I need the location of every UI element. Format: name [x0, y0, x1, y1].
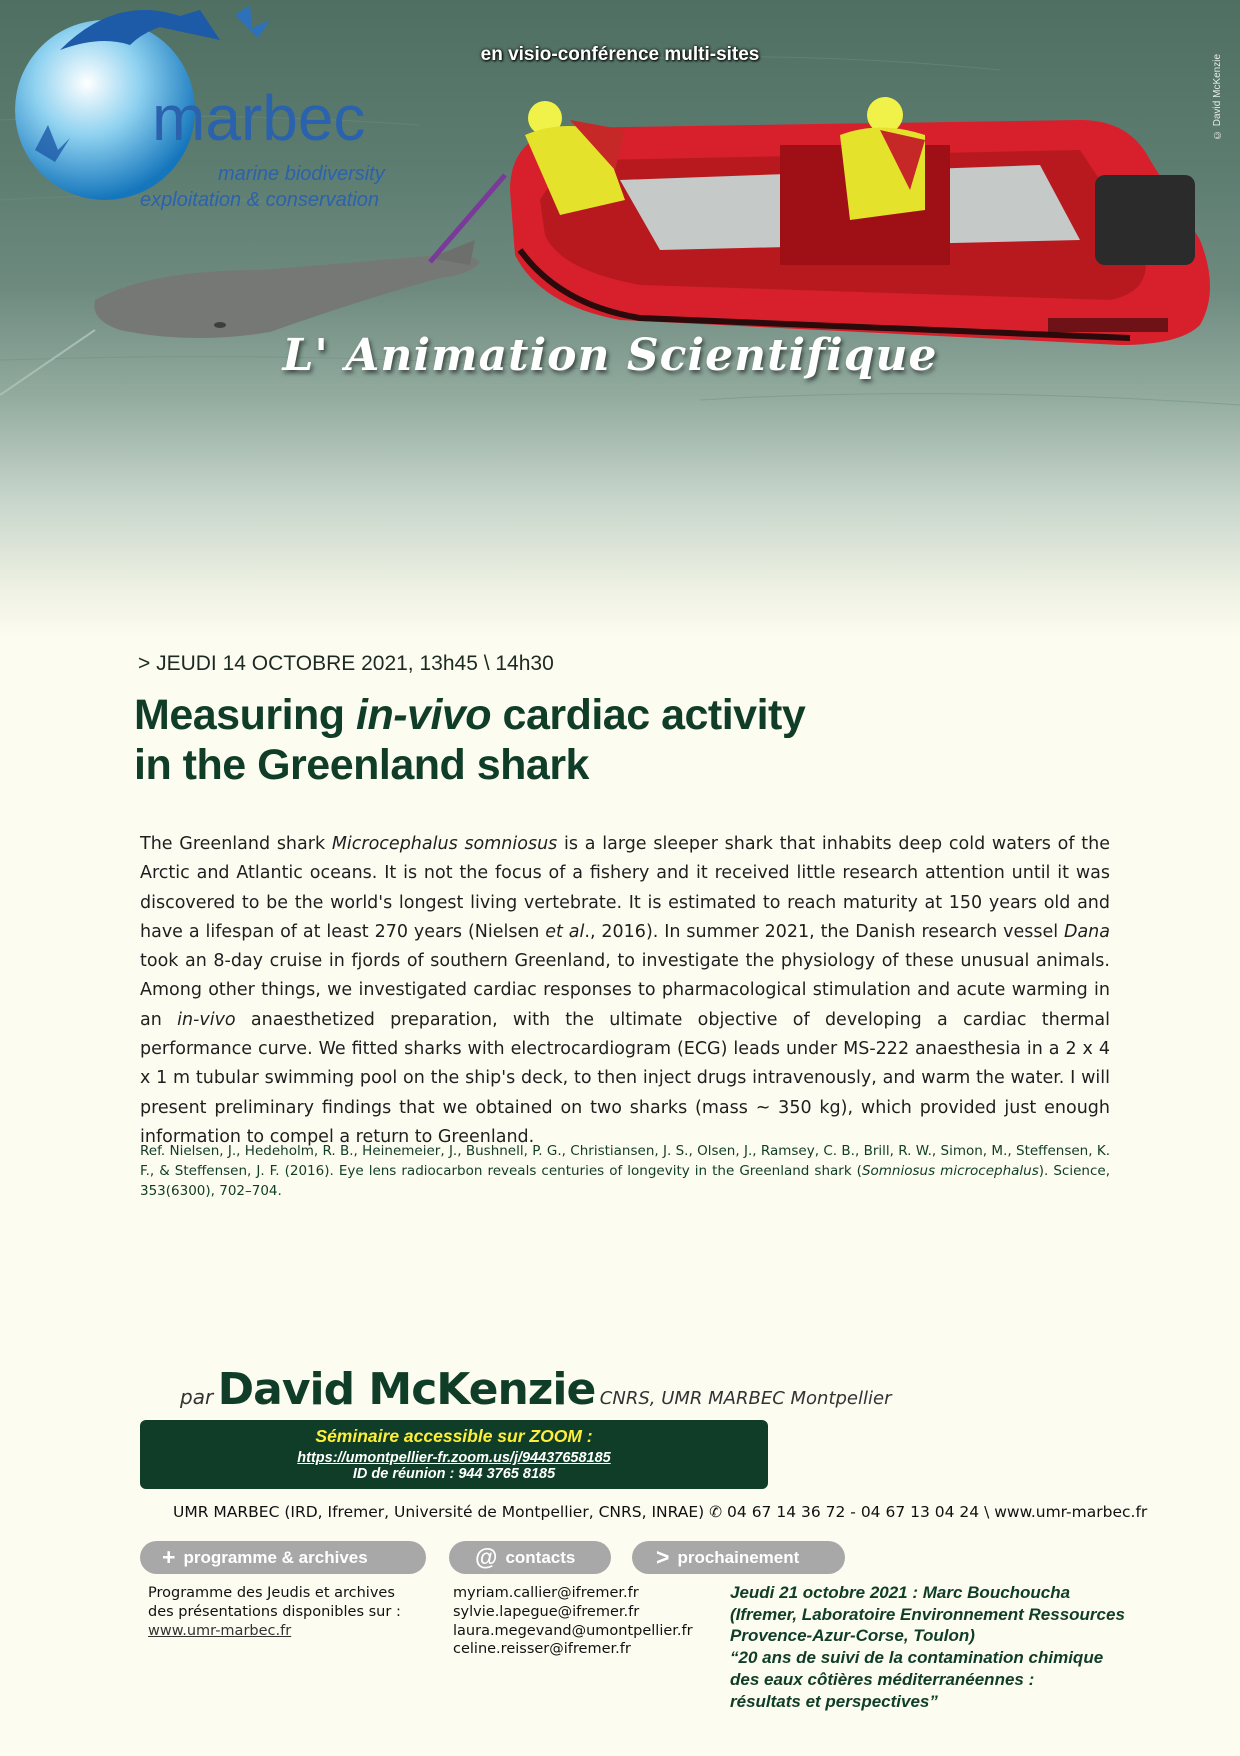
speaker-name: David McKenzie — [217, 1364, 596, 1415]
contacts-label: contacts — [505, 1548, 576, 1567]
series-title: L' Animation Scientifique — [282, 330, 938, 381]
subtitle-banner: en visio-conférence multi-sites — [480, 44, 760, 65]
abstract-text: is a large sleeper shark that inhabits deep cold waters of the Arctic and Atlantic oceans. It is not the focus of a fishery and it received little research attention until it was discovered to be the world's longest living vertebrate. It is estimated to reach maturity at 150 years old and have a lifespan of at least 270 years (Nielsen — [140, 834, 1110, 942]
et-al: et al — [545, 921, 585, 942]
rescue-boat — [510, 97, 1210, 345]
at-icon: @ — [475, 1544, 498, 1570]
reference — [140, 1141, 1110, 1201]
photo-credit: © David McKenzie — [1212, 53, 1223, 140]
abstract-text: The Greenland shark — [140, 834, 332, 854]
next-line: résultats et perspectives” — [730, 1691, 938, 1711]
logo-wordmark: marbec — [152, 82, 366, 154]
programme-info — [148, 1584, 401, 1641]
in-vivo: in-vivo — [177, 1009, 236, 1030]
zoom-meeting-id: ID de réunion : 944 3765 8185 — [352, 1466, 556, 1482]
programme-line-2: des présentations disponibles sur : — [148, 1604, 401, 1620]
next-line: Provence-Azur-Corse, Toulon) — [730, 1626, 975, 1646]
next-seminar — [730, 1582, 1180, 1712]
reference-text: Ref. Nielsen, J., Hedeholm, R. B., Heinemeier, J., Bushnell, P. G., Christiansen, J. S., Olsen, J., Ramsey, C. B., Brill, R. W., Simon, M., Steffensen, K. F., & Steffensen, J. F. (2016). Eye lens radiocarbon reveals centuries of longevity in the Greenland shark ( — [140, 1143, 1110, 1179]
next-line: (Ifremer, Laboratoire Environnement Ressources — [730, 1604, 1125, 1624]
event-date: > JEUDI 14 OCTOBRE 2021, 13h45 \ 14h30 — [138, 652, 554, 675]
abstract-text: ., 2016). In summer 2021, the Danish research vessel — [584, 921, 1064, 942]
zoom-heading: Séminaire accessible sur ZOOM : — [315, 1426, 593, 1446]
hero-photo — [0, 0, 1240, 640]
title-part2: cardiac activity — [491, 691, 806, 739]
programme-archives-tab[interactable] — [140, 1541, 426, 1574]
logo-tagline-2: exploitation & conservation — [140, 189, 380, 211]
programme-archives-label: programme & archives — [183, 1548, 368, 1567]
title-part1: Measuring — [134, 691, 356, 739]
marbec-logo — [0, 0, 400, 215]
programme-line-1: Programme des Jeudis et archives — [148, 1585, 395, 1601]
abstract-paragraph — [140, 830, 1110, 1152]
prochainement-label: prochainement — [677, 1548, 800, 1567]
logo-tagline-1: marine biodiversity — [218, 163, 385, 185]
contacts-list — [453, 1584, 693, 1659]
title-line2: in the Greenland shark — [134, 741, 589, 789]
next-line: Jeudi 21 octobre 2021 : Marc Bouchoucha — [730, 1583, 1071, 1602]
reference-species: Somniosus microcephalus — [861, 1163, 1039, 1179]
speaker-prefix: par — [180, 1385, 214, 1409]
abstract-text: anaesthetized preparation, with the ultimate objective of developing a cardiac thermal performance curve. We fitted sharks with electrocardiogram (ECG) leads under MS-222 anaesthesia in a 2 x 4 x 1 m tubular swimming pool on the ship's deck, to then inject drugs intravenously, and warm the water. I will present preliminary findings that we obtained on two sharks (mass ~ 350 kg), which provided just enough information to compel a return to Greenland. — [140, 1009, 1110, 1147]
contact-email[interactable]: laura.megevand@umontpellier.fr — [453, 1622, 693, 1639]
title-italic: in-vivo — [356, 691, 492, 739]
species-name: Microcephalus somniosus — [331, 834, 558, 854]
prochainement-tab[interactable] — [632, 1541, 845, 1574]
programme-link[interactable]: www.umr-marbec.fr — [148, 1623, 292, 1639]
plus-icon: + — [162, 1544, 176, 1570]
contact-email[interactable]: celine.reisser@ifremer.fr — [453, 1641, 631, 1658]
next-line: “20 ans de suivi de la contamination chimique — [730, 1648, 1104, 1668]
vessel-name: Dana — [1063, 921, 1110, 942]
zoom-link[interactable]: https://umontpellier-fr.zoom.us/j/94437658185 — [297, 1450, 611, 1466]
chevron-right-icon: > — [656, 1544, 670, 1570]
next-line: des eaux côtières méditerranéennes : — [730, 1669, 1035, 1689]
talk-title — [134, 690, 934, 790]
umr-contact-line: UMR MARBEC (IRD, Ifremer, Université de Montpellier, CNRS, INRAE) ✆ 04 67 14 36 72 - 04 67 13 04 24 \ www.umr-marbec.fr — [173, 1503, 1148, 1521]
speaker-affiliation: CNRS, UMR MARBEC Montpellier — [599, 1388, 892, 1409]
abstract-text: took an 8-day cruise in fjords of southern Greenland, to investigate the physiology of these unusual animals. Among other things, we investigated cardiac responses to pharmacological stimulation and acute warming in an — [140, 951, 1110, 1030]
reference-end: ). Science, 353(6300), 702–704. — [140, 1163, 1110, 1199]
speaker-line — [180, 1364, 891, 1415]
contact-email[interactable]: sylvie.lapegue@ifremer.fr — [453, 1603, 640, 1620]
contacts-tab[interactable] — [449, 1541, 611, 1574]
zoom-box — [140, 1420, 768, 1489]
contact-email[interactable]: myriam.callier@ifremer.fr — [453, 1585, 639, 1601]
